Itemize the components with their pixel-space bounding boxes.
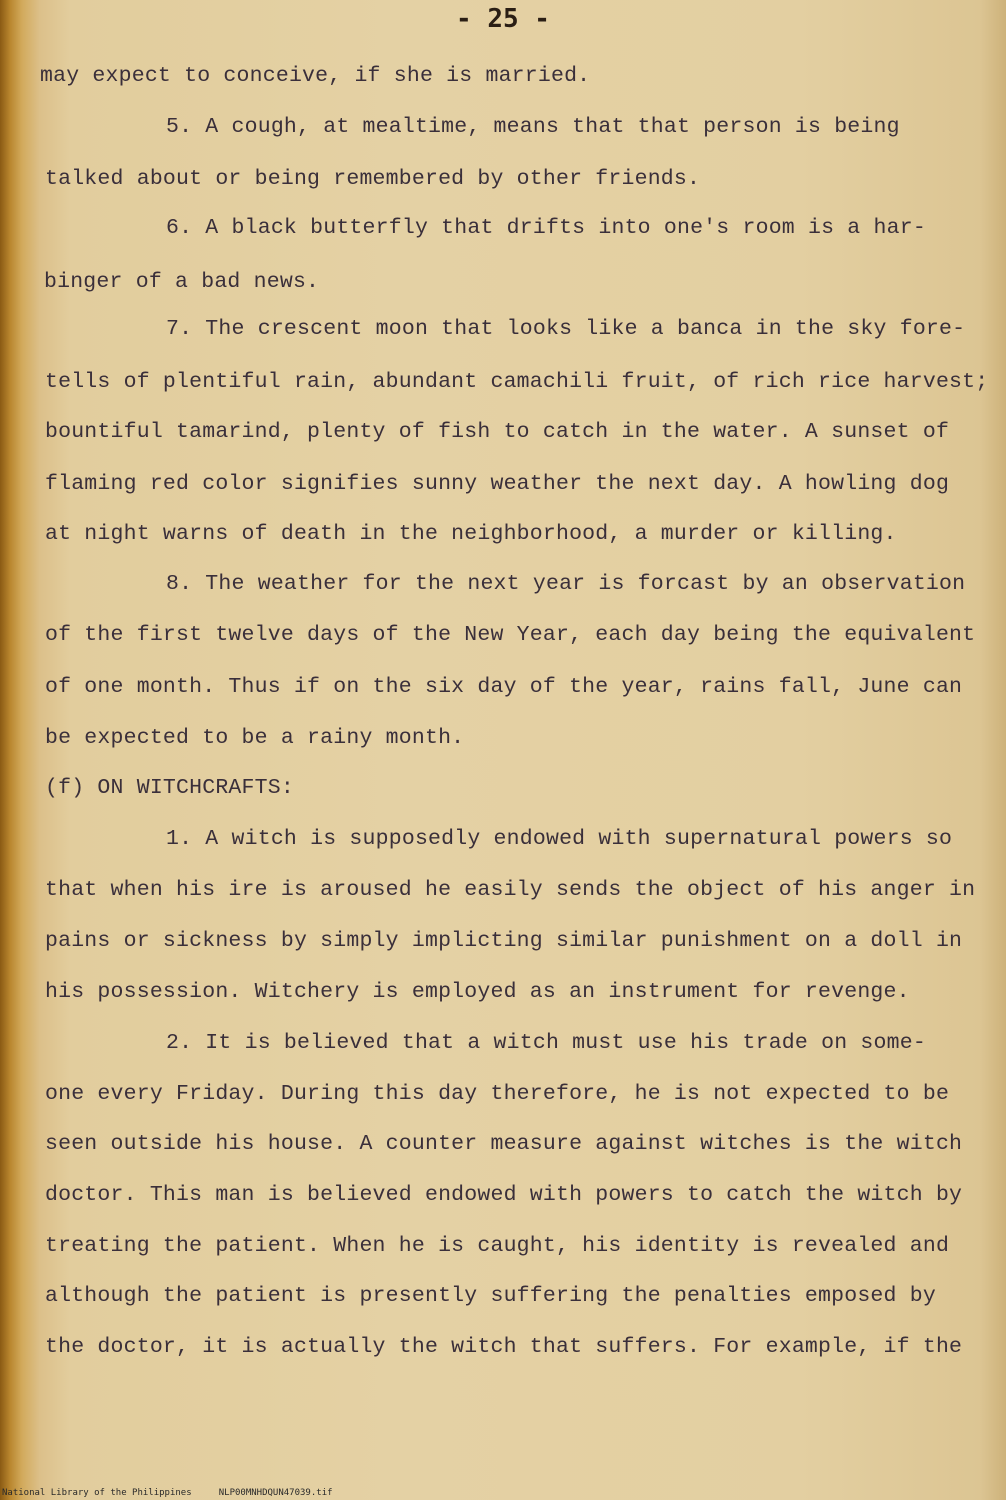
text-line: may expect to conceive, if she is married. <box>40 64 591 88</box>
text-line: although the patient is presently suffering the penalties emposed by <box>45 1284 936 1308</box>
text-line: seen outside his house. A counter measure against witches is the witch <box>45 1132 963 1156</box>
text-line: tells of plentiful rain, abundant camachili fruit, of rich rice harvest; <box>45 370 989 394</box>
archive-footer: National Library of the Philippines NLP00MNHDQUN47039.tif <box>2 1488 333 1498</box>
text-line: binger of a bad news. <box>44 270 320 294</box>
text-line: that when his ire is aroused he easily sends the object of his anger in <box>45 878 976 902</box>
text-line: the doctor, it is actually the witch that suffers. For example, if the <box>45 1335 963 1359</box>
text-line: 7. The crescent moon that looks like a banca in the sky fore- <box>166 317 966 341</box>
text-line: of the first twelve days of the New Year, each day being the equivalent <box>45 623 976 647</box>
text-line: pains or sickness by simply implicting similar punishment on a doll in <box>45 929 963 953</box>
text-line: 1. A witch is supposedly endowed with supernatural powers so <box>166 827 953 851</box>
text-line: one every Friday. During this day therefore, he is not expected to be <box>45 1082 950 1106</box>
section-heading: (f) ON WITCHCRAFTS: <box>45 776 294 800</box>
page-number: - 25 - <box>456 4 550 34</box>
text-line: his possession. Witchery is employed as an instrument for revenge. <box>45 980 910 1004</box>
text-line: 8. The weather for the next year is forcast by an observation <box>166 572 966 596</box>
text-line: 5. A cough, at mealtime, means that that person is being <box>166 115 900 139</box>
text-line: of one month. Thus if on the six day of the year, rains fall, June can <box>45 675 963 699</box>
text-line: 2. It is believed that a witch must use his trade on some- <box>166 1031 926 1055</box>
text-line: doctor. This man is believed endowed with powers to catch the witch by <box>45 1183 963 1207</box>
text-line: be expected to be a rainy month. <box>45 726 465 750</box>
text-line: treating the patient. When he is caught, his identity is revealed and <box>45 1234 950 1258</box>
text-line: talked about or being remembered by other friends. <box>45 167 701 191</box>
text-line: 6. A black butterfly that drifts into one's room is a har- <box>166 216 926 240</box>
text-line: bountiful tamarind, plenty of fish to catch in the water. A sunset of <box>45 420 950 444</box>
text-line: at night warns of death in the neighborhood, a murder or killing. <box>45 522 897 546</box>
text-line: flaming red color signifies sunny weather the next day. A howling dog <box>45 472 950 496</box>
